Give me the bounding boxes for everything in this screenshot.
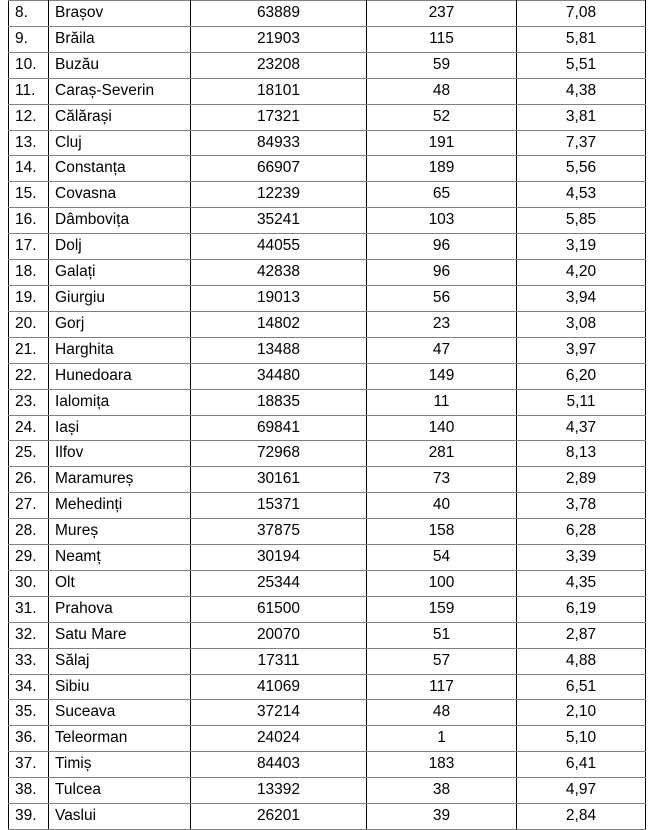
county-name-cell: Olt: [49, 570, 191, 596]
table-row: [9, 648, 646, 674]
value-c-cell: 4,37: [517, 415, 646, 441]
county-name-cell: Satu Mare: [49, 622, 191, 648]
value-b-cell: 140: [367, 415, 517, 441]
value-b-cell: 189: [367, 156, 517, 182]
value-a-cell: 37875: [191, 519, 367, 545]
value-a-cell: 17311: [191, 648, 367, 674]
row-index-cell: 36.: [9, 726, 49, 752]
value-a-cell: 18101: [191, 78, 367, 104]
county-name-cell: Ilfov: [49, 441, 191, 467]
row-index-cell: 29.: [9, 545, 49, 571]
row-index-cell: 39.: [9, 804, 49, 830]
row-index-cell: 37.: [9, 752, 49, 778]
value-b-cell: 103: [367, 208, 517, 234]
value-a-cell: 13392: [191, 778, 367, 804]
value-b-cell: 1: [367, 726, 517, 752]
table-row: [9, 130, 646, 156]
row-index-cell: 20.: [9, 311, 49, 337]
table-row: [9, 104, 646, 130]
county-name-cell: Buzău: [49, 52, 191, 78]
county-name-cell: Dolj: [49, 234, 191, 260]
table-row: [9, 752, 646, 778]
row-index-cell: 31.: [9, 596, 49, 622]
value-b-cell: 11: [367, 389, 517, 415]
county-name-cell: Tulcea: [49, 778, 191, 804]
table-row: [9, 700, 646, 726]
value-a-cell: 30194: [191, 545, 367, 571]
table-row: [9, 311, 646, 337]
county-name-cell: Galați: [49, 260, 191, 286]
value-a-cell: 12239: [191, 182, 367, 208]
value-c-cell: 5,51: [517, 52, 646, 78]
value-c-cell: 6,20: [517, 363, 646, 389]
county-name-cell: Constanța: [49, 156, 191, 182]
table-row: [9, 285, 646, 311]
table-row: [9, 337, 646, 363]
value-b-cell: 191: [367, 130, 517, 156]
value-b-cell: 56: [367, 285, 517, 311]
value-c-cell: 5,56: [517, 156, 646, 182]
row-index-cell: 25.: [9, 441, 49, 467]
table-row: [9, 545, 646, 571]
county-name-cell: Covasna: [49, 182, 191, 208]
county-name-cell: Teleorman: [49, 726, 191, 752]
value-c-cell: 8,13: [517, 441, 646, 467]
value-b-cell: 57: [367, 648, 517, 674]
row-index-cell: 21.: [9, 337, 49, 363]
value-c-cell: 6,28: [517, 519, 646, 545]
county-name-cell: Cluj: [49, 130, 191, 156]
table-row: [9, 389, 646, 415]
row-index-cell: 16.: [9, 208, 49, 234]
row-index-cell: 38.: [9, 778, 49, 804]
value-a-cell: 18835: [191, 389, 367, 415]
county-name-cell: Harghita: [49, 337, 191, 363]
value-b-cell: 117: [367, 674, 517, 700]
row-index-cell: 24.: [9, 415, 49, 441]
table-row: [9, 78, 646, 104]
value-a-cell: 23208: [191, 52, 367, 78]
county-name-cell: Mehedinți: [49, 493, 191, 519]
value-c-cell: 5,81: [517, 26, 646, 52]
table-row: [9, 570, 646, 596]
table-row: [9, 1, 646, 27]
value-c-cell: 5,85: [517, 208, 646, 234]
value-c-cell: 7,08: [517, 1, 646, 27]
value-a-cell: 84933: [191, 130, 367, 156]
value-c-cell: 4,97: [517, 778, 646, 804]
value-b-cell: 149: [367, 363, 517, 389]
value-b-cell: 159: [367, 596, 517, 622]
county-name-cell: Brăila: [49, 26, 191, 52]
row-index-cell: 22.: [9, 363, 49, 389]
county-name-cell: Maramureș: [49, 467, 191, 493]
value-c-cell: 5,11: [517, 389, 646, 415]
table-row: [9, 26, 646, 52]
value-a-cell: 14802: [191, 311, 367, 337]
row-index-cell: 26.: [9, 467, 49, 493]
value-a-cell: 21903: [191, 26, 367, 52]
row-index-cell: 30.: [9, 570, 49, 596]
row-index-cell: 17.: [9, 234, 49, 260]
county-name-cell: Călărași: [49, 104, 191, 130]
row-index-cell: 11.: [9, 78, 49, 104]
table-row: [9, 804, 646, 830]
value-c-cell: 7,37: [517, 130, 646, 156]
county-name-cell: Suceava: [49, 700, 191, 726]
table-row: [9, 519, 646, 545]
row-index-cell: 19.: [9, 285, 49, 311]
value-a-cell: 42838: [191, 260, 367, 286]
row-index-cell: 32.: [9, 622, 49, 648]
county-name-cell: Hunedoara: [49, 363, 191, 389]
value-c-cell: 4,35: [517, 570, 646, 596]
value-b-cell: 48: [367, 700, 517, 726]
row-index-cell: 18.: [9, 260, 49, 286]
value-a-cell: 25344: [191, 570, 367, 596]
row-index-cell: 28.: [9, 519, 49, 545]
value-b-cell: 96: [367, 260, 517, 286]
value-b-cell: 54: [367, 545, 517, 571]
row-index-cell: 10.: [9, 52, 49, 78]
value-b-cell: 281: [367, 441, 517, 467]
table-row: [9, 778, 646, 804]
value-a-cell: 13488: [191, 337, 367, 363]
row-index-cell: 13.: [9, 130, 49, 156]
table-row: [9, 415, 646, 441]
value-a-cell: 15371: [191, 493, 367, 519]
value-c-cell: 2,10: [517, 700, 646, 726]
table-row: [9, 234, 646, 260]
value-a-cell: 84403: [191, 752, 367, 778]
value-b-cell: 52: [367, 104, 517, 130]
value-a-cell: 66907: [191, 156, 367, 182]
value-b-cell: 51: [367, 622, 517, 648]
value-c-cell: 3,94: [517, 285, 646, 311]
row-index-cell: 8.: [9, 1, 49, 27]
value-c-cell: 4,88: [517, 648, 646, 674]
value-b-cell: 73: [367, 467, 517, 493]
table-row: [9, 467, 646, 493]
row-index-cell: 9.: [9, 26, 49, 52]
value-c-cell: 4,53: [517, 182, 646, 208]
value-c-cell: 6,41: [517, 752, 646, 778]
value-b-cell: 47: [367, 337, 517, 363]
table-row: [9, 493, 646, 519]
value-b-cell: 237: [367, 1, 517, 27]
value-a-cell: 63889: [191, 1, 367, 27]
value-c-cell: 4,38: [517, 78, 646, 104]
value-b-cell: 23: [367, 311, 517, 337]
value-c-cell: 2,84: [517, 804, 646, 830]
county-name-cell: Vaslui: [49, 804, 191, 830]
value-b-cell: 183: [367, 752, 517, 778]
table-row: [9, 441, 646, 467]
value-c-cell: 4,20: [517, 260, 646, 286]
value-b-cell: 39: [367, 804, 517, 830]
county-name-cell: Neamț: [49, 545, 191, 571]
table-row: [9, 208, 646, 234]
table-row: [9, 52, 646, 78]
table-row: [9, 260, 646, 286]
value-a-cell: 61500: [191, 596, 367, 622]
county-name-cell: Iași: [49, 415, 191, 441]
value-c-cell: 3,19: [517, 234, 646, 260]
value-a-cell: 30161: [191, 467, 367, 493]
value-a-cell: 35241: [191, 208, 367, 234]
county-name-cell: Dâmbovița: [49, 208, 191, 234]
value-b-cell: 48: [367, 78, 517, 104]
value-c-cell: 2,89: [517, 467, 646, 493]
value-b-cell: 100: [367, 570, 517, 596]
row-index-cell: 34.: [9, 674, 49, 700]
row-index-cell: 12.: [9, 104, 49, 130]
table-body: [9, 1, 646, 830]
value-a-cell: 24024: [191, 726, 367, 752]
table-row: [9, 363, 646, 389]
row-index-cell: 15.: [9, 182, 49, 208]
value-a-cell: 41069: [191, 674, 367, 700]
row-index-cell: 14.: [9, 156, 49, 182]
value-b-cell: 96: [367, 234, 517, 260]
table-row: [9, 596, 646, 622]
value-a-cell: 34480: [191, 363, 367, 389]
county-name-cell: Brașov: [49, 1, 191, 27]
table-row: [9, 726, 646, 752]
value-c-cell: 3,08: [517, 311, 646, 337]
row-index-cell: 33.: [9, 648, 49, 674]
county-name-cell: Ialomița: [49, 389, 191, 415]
county-name-cell: Prahova: [49, 596, 191, 622]
value-b-cell: 40: [367, 493, 517, 519]
value-c-cell: 3,39: [517, 545, 646, 571]
table-row: [9, 156, 646, 182]
table-row: [9, 182, 646, 208]
value-a-cell: 44055: [191, 234, 367, 260]
row-index-cell: 35.: [9, 700, 49, 726]
county-name-cell: Sălaj: [49, 648, 191, 674]
value-b-cell: 65: [367, 182, 517, 208]
value-c-cell: 3,78: [517, 493, 646, 519]
value-b-cell: 59: [367, 52, 517, 78]
value-c-cell: 3,97: [517, 337, 646, 363]
value-b-cell: 158: [367, 519, 517, 545]
table-row: [9, 622, 646, 648]
county-name-cell: Timiș: [49, 752, 191, 778]
value-a-cell: 19013: [191, 285, 367, 311]
value-a-cell: 17321: [191, 104, 367, 130]
value-a-cell: 26201: [191, 804, 367, 830]
county-name-cell: Giurgiu: [49, 285, 191, 311]
county-name-cell: Sibiu: [49, 674, 191, 700]
value-a-cell: 37214: [191, 700, 367, 726]
county-name-cell: Caraș-Severin: [49, 78, 191, 104]
value-c-cell: 6,19: [517, 596, 646, 622]
value-a-cell: 69841: [191, 415, 367, 441]
value-c-cell: 3,81: [517, 104, 646, 130]
value-b-cell: 115: [367, 26, 517, 52]
value-c-cell: 6,51: [517, 674, 646, 700]
county-name-cell: Gorj: [49, 311, 191, 337]
county-statistics-table: [8, 0, 646, 830]
row-index-cell: 23.: [9, 389, 49, 415]
table-row: [9, 674, 646, 700]
row-index-cell: 27.: [9, 493, 49, 519]
value-a-cell: 72968: [191, 441, 367, 467]
value-b-cell: 38: [367, 778, 517, 804]
value-c-cell: 2,87: [517, 622, 646, 648]
value-a-cell: 20070: [191, 622, 367, 648]
county-name-cell: Mureș: [49, 519, 191, 545]
value-c-cell: 5,10: [517, 726, 646, 752]
